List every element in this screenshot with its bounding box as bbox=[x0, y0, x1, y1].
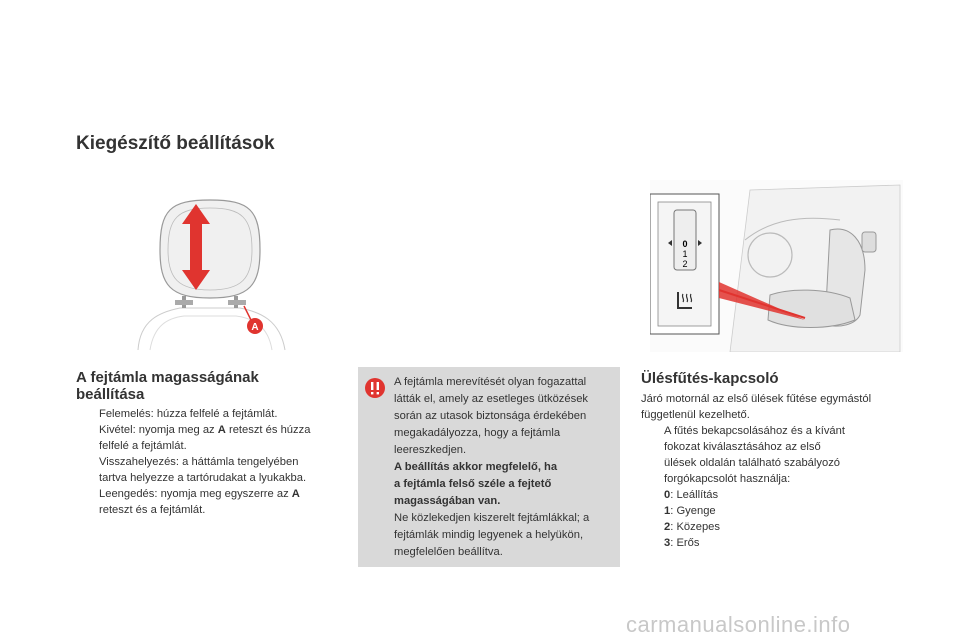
bullet-lower: Leengedés: nyomja meg egyszerre az A reteszt és a fejtámlát. bbox=[99, 488, 300, 516]
headrest-illustration bbox=[120, 190, 300, 355]
dial-digit: 1 bbox=[682, 249, 688, 259]
level-2: 2: Közepes bbox=[664, 521, 720, 533]
warning-text: A fejtámla merevítését olyan fogazattal látták el, amely az esetleges ütközések során az utasok biztonsága érdekében megakadályozza, hogy a fejtámla leereszkedjen. A beállítás akkor megfelelő, ha a fejtámla felső széle a fejtető magasságában van. Ne közlekedjen kiszerelt fejtámlákkal; a fejtámlák mindig legyenek a helyükön, megfelelően beállítva. bbox=[394, 376, 590, 558]
headrest-instructions bbox=[76, 406, 346, 518]
level-1: 1: Gyenge bbox=[664, 505, 716, 517]
seat-heating-heading: Ülésfűtés-kapcsoló bbox=[641, 370, 779, 387]
watermark-text: carmanualsonline.info bbox=[626, 612, 851, 637]
seat-heating-illustration bbox=[650, 180, 903, 352]
bullet-remove: Kivétel: nyomja meg az A reteszt és húzza felfelé a fejtámlát. bbox=[99, 424, 311, 452]
level-0: 0: Leállítás bbox=[664, 489, 719, 501]
callout-a-label: A bbox=[251, 322, 259, 333]
dial-digit: 2 bbox=[682, 259, 688, 269]
bullet-raise: Felemelés: húzza felfelé a fejtámlát. bbox=[99, 408, 278, 420]
seat-heating-text: Járó motornál az első ülések fűtése egymástól függetlenül kezelhető. A fűtés bekapcsolásához és a kívánt fokozat kiválasztásához az első ülések oldalán található szabályozó forgókapcsolót használja: 0: Leállítás 1: Gyenge 2: Közepes 3: Erős bbox=[641, 391, 911, 551]
page-title: Kiegészítő beállítások bbox=[76, 133, 275, 154]
headrest-heading: A fejtámla magasságának beállítása bbox=[76, 369, 259, 403]
dial-digit: 0 bbox=[682, 239, 688, 249]
bullet-refit: Visszahelyezés: a háttámla tengelyében tartva helyezze a tartórudakat a lyukakba. bbox=[99, 456, 307, 484]
warning-icon bbox=[365, 378, 385, 398]
seat-heating-bullet: A fűtés bekapcsolásához és a kívánt fokozat kiválasztásához az első ülések oldalán található szabályozó forgókapcsolót használja: 0: Leállítás 1: Gyenge 2: Közepes 3: Erős bbox=[641, 423, 911, 551]
level-3: 3: Erős bbox=[664, 537, 700, 549]
